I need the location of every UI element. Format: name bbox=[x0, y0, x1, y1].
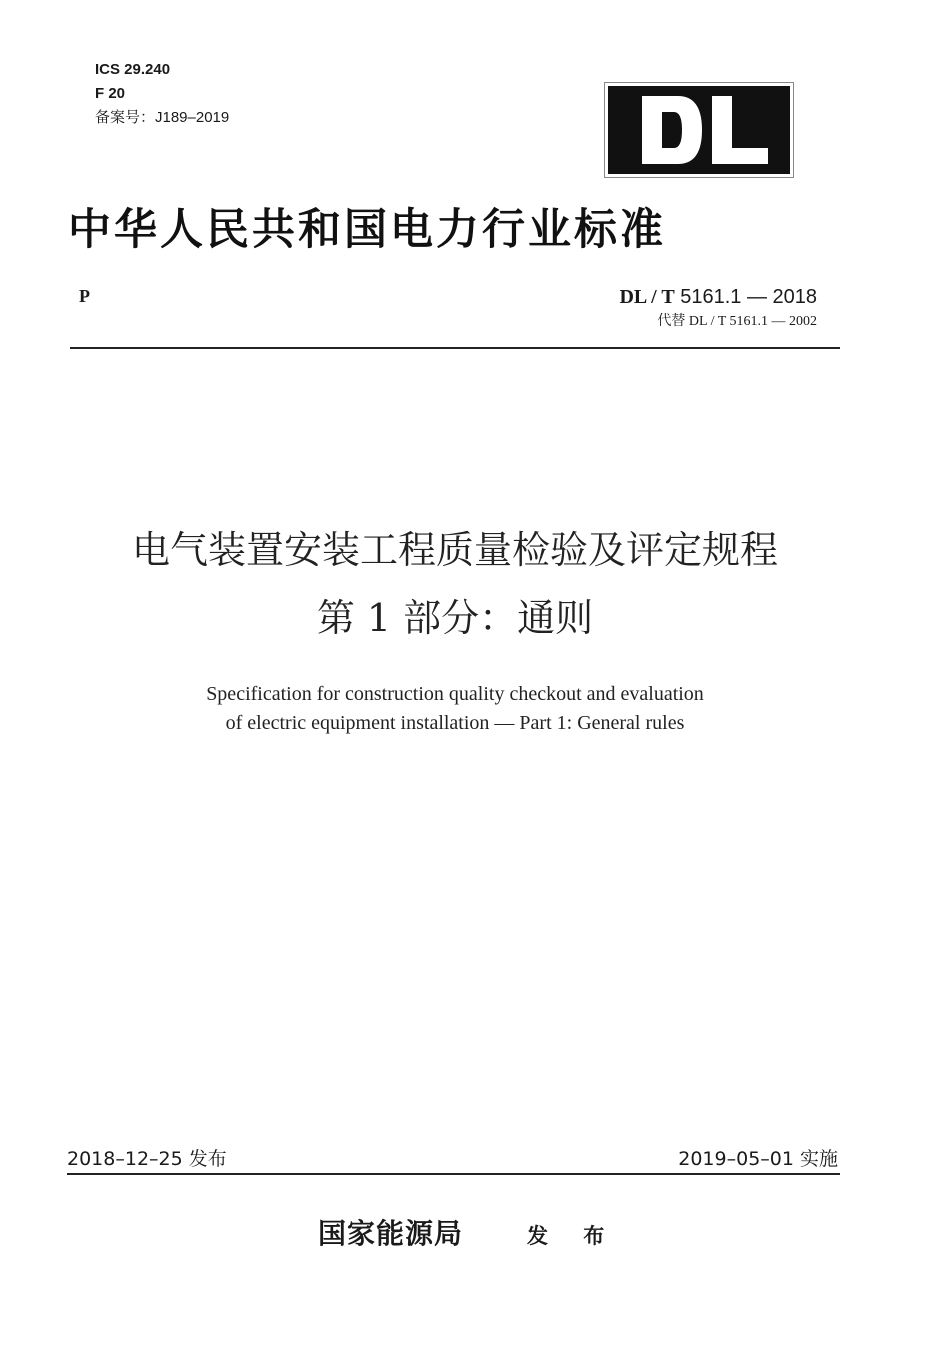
header-meta bbox=[95, 58, 229, 130]
implementation-date: 2019–05–01 实施 bbox=[678, 1148, 838, 1170]
industry-standard-title: 中华人民共和国电力行业标准 bbox=[68, 205, 666, 255]
dl-logo bbox=[604, 82, 794, 178]
english-title-line1: Specification for construction quality checkout and evaluation bbox=[206, 683, 704, 705]
standard-code: 5161.1 — 2018 bbox=[680, 286, 817, 308]
standard-prefix: DL / T bbox=[619, 286, 675, 308]
ccs-code: F 20 bbox=[95, 85, 126, 102]
ics-code: ICS 29.240 bbox=[95, 61, 171, 78]
dl-logo-glyph bbox=[608, 86, 790, 174]
chinese-title-line1: 电气装置安装工程质量检验及评定规程 bbox=[131, 528, 778, 572]
standard-number bbox=[619, 284, 817, 310]
bottom-divider bbox=[67, 1173, 840, 1175]
standard-number-block bbox=[619, 284, 817, 332]
english-title-line2: of electric equipment installation — Part 1: General rules bbox=[225, 712, 685, 734]
publisher-name: 国家能源局 bbox=[318, 1217, 464, 1250]
issue-date: 2018–12–25 发布 bbox=[67, 1148, 227, 1170]
publish-label: 发 布 bbox=[527, 1224, 619, 1248]
dl-logo-mark bbox=[608, 86, 790, 174]
chinese-title-line2: 第 1 部分：通则 bbox=[316, 596, 594, 640]
record-number: 备案号：J189–2019 bbox=[95, 109, 230, 126]
classification-code: P bbox=[79, 286, 90, 306]
replaces-standard: 代替 DL / T 5161.1 — 2002 bbox=[657, 314, 817, 329]
top-divider bbox=[70, 347, 840, 349]
english-title bbox=[0, 680, 910, 738]
